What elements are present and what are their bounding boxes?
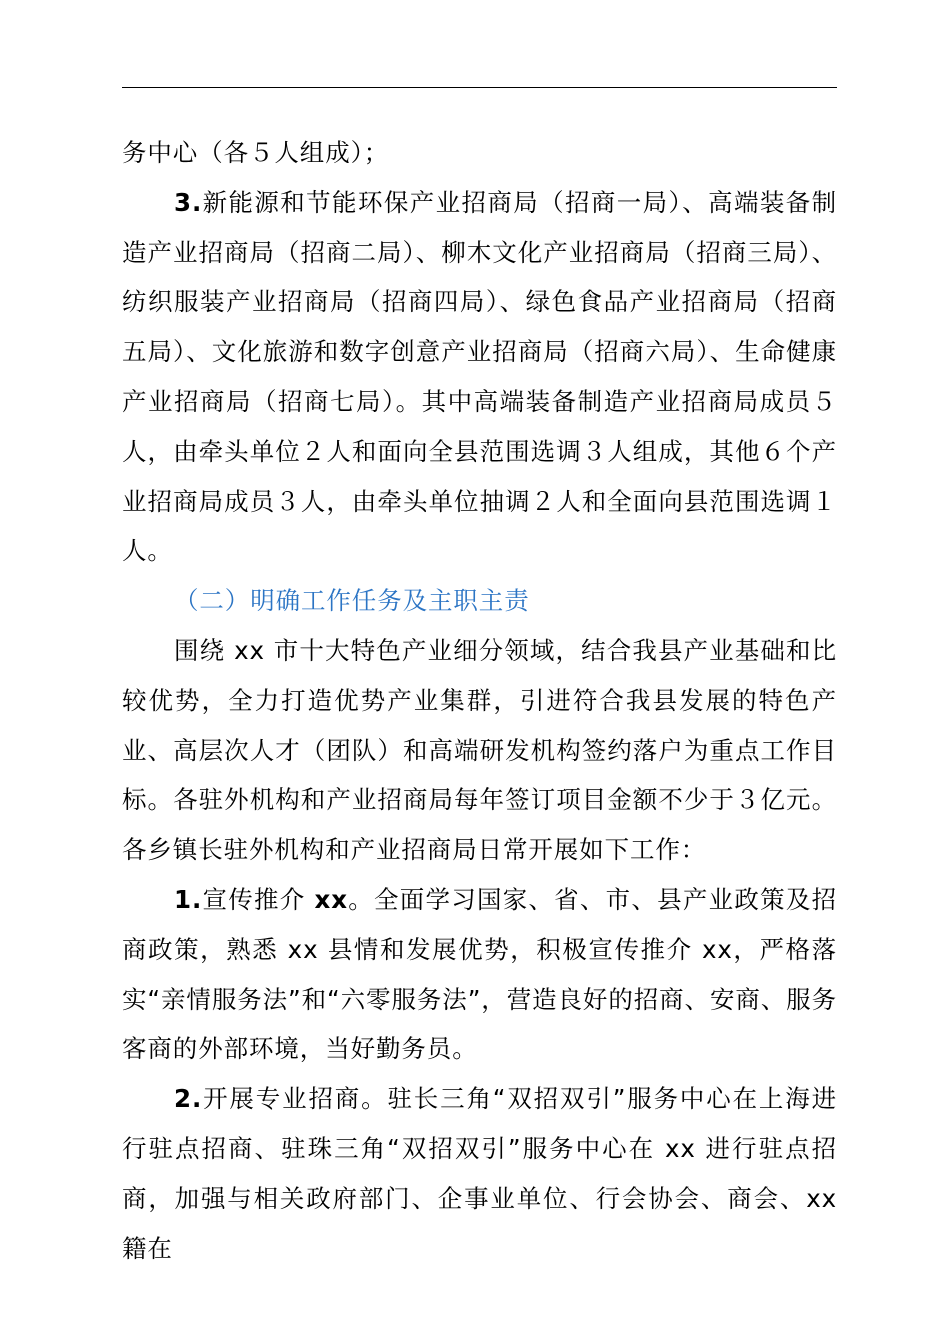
paragraph-continuation: 务中心（各５人组成）； [122, 138, 390, 167]
paragraph-text: 。全面学习国家、省、市、县产业政策及招商政策，熟悉 xx 县情和发展优势，积极宣传推介 xx，严格落实“亲情服务法”和“六零服务法”，营造良好的招商、安商、服务客商的外部环境，当好勤务员。 [122, 884, 837, 1064]
document-body [122, 128, 837, 1273]
section-heading: （二）明确工作任务及主职主责 [174, 586, 530, 616]
paragraph-item-2 [122, 1074, 837, 1273]
item-lead-text: 宣传推介 [202, 884, 315, 914]
paragraph-item-1 [122, 875, 837, 1074]
item-number: 1. [174, 884, 203, 914]
paragraph-item-3 [122, 178, 837, 576]
item-number: 3. [174, 187, 203, 217]
item-lead-bold: xx [314, 884, 348, 914]
header-rule [122, 87, 837, 88]
paragraph-text: 开展专业招商。驻长三角“双招双引”服务中心在上海进行驻点招商、驻珠三角“双招双引”服务中心在 xx 进行驻点招商，加强与相关政府部门、企事业单位、行会协会、商会、xx 籍在 [122, 1084, 837, 1263]
paragraph-intro: 围绕 xx 市十大特色产业细分领域，结合我县产业基础和比较优势，全力打造优势产业集群，引进符合我县发展的特色产业、高层次人才（团队）和高端研发机构签约落户为重点工作目标。各驻外机构和产业招商局每年签订项目金额不少于３亿元。各乡镇长驻外机构和产业招商局日常开展如下工作： [122, 635, 837, 865]
item-number: 2. [174, 1084, 203, 1114]
paragraph-text: 新能源和节能环保产业招商局（招商一局）、高端装备制造产业招商局（招商二局）、柳木文化产业招商局（招商三局）、纺织服装产业招商局（招商四局）、绿色食品产业招商局（招商五局）、文化旅游和数字创意产业招商局（招商六局）、生命健康产业招商局（招商七局）。其中高端装备制造产业招商局成员５人，由牵头单位２人和面向全县范围选调３人组成，其他６个产业招商局成员３人，由牵头单位抽调２人和全面向县范围选调１人。 [122, 187, 837, 566]
